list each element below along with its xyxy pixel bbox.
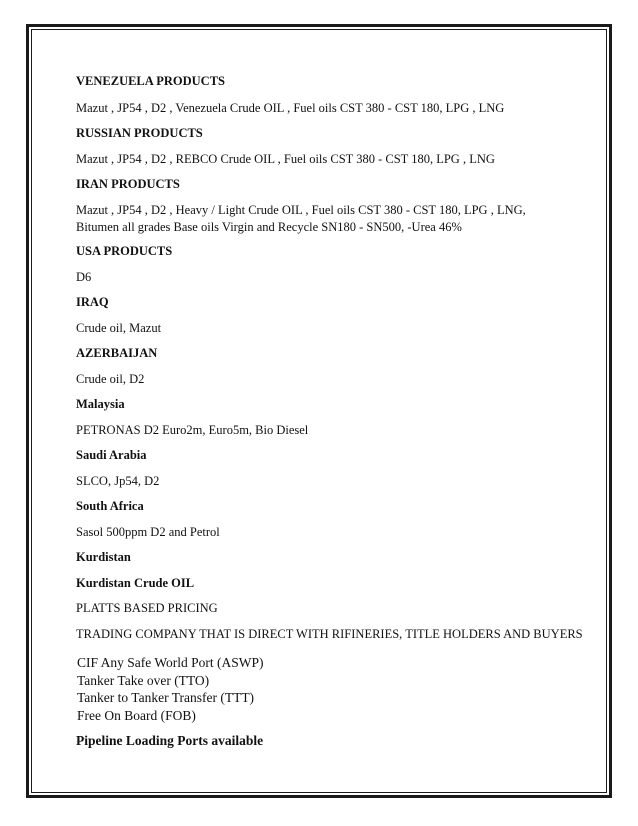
section-text-venezuela: Mazut , JP54 , D2 , Venezuela Crude OIL , Fuel oils CST 380 - CST 180, LPG , LNG bbox=[76, 101, 505, 115]
delivery-term-item: CIF Any Safe World Port (ASWP) bbox=[77, 655, 264, 670]
delivery-term-item: Tanker Take over (TTO) bbox=[77, 672, 210, 688]
section-text-south-africa: Sasol 500ppm D2 and Petrol bbox=[76, 525, 220, 539]
section-text-usa: D6 bbox=[76, 270, 92, 284]
section-text-russian: Mazut , JP54 , D2 , REBCO Crude OIL , Fuel oils CST 380 - CST 180, LPG , LNG bbox=[76, 152, 495, 166]
section-heading-venezuela: VENEZUELA PRODUCTS bbox=[76, 74, 225, 88]
pricing-note: PLATTS BASED PRICING bbox=[76, 601, 218, 615]
section-heading-malaysia: Malaysia bbox=[76, 397, 125, 411]
section-heading-usa: USA PRODUCTS bbox=[76, 244, 173, 258]
section-heading-kurdistan: Kurdistan bbox=[76, 550, 131, 564]
section-heading-iran: IRAN PRODUCTS bbox=[76, 177, 180, 191]
section-heading-russian: RUSSIAN PRODUCTS bbox=[76, 126, 203, 140]
section-text-iraq: Crude oil, Mazut bbox=[76, 321, 162, 335]
delivery-terms-list bbox=[77, 654, 264, 724]
section-text-malaysia: PETRONAS D2 Euro2m, Euro5m, Bio Diesel bbox=[76, 423, 309, 437]
section-heading-south-africa: South Africa bbox=[76, 499, 144, 513]
section-heading-iraq: IRAQ bbox=[76, 295, 109, 309]
section-heading-saudi-arabia: Saudi Arabia bbox=[76, 448, 147, 462]
delivery-term-item: Free On Board (FOB) bbox=[77, 707, 196, 723]
section-text-azerbaijan: Crude oil, D2 bbox=[76, 372, 145, 386]
pipeline-note: Pipeline Loading Ports available bbox=[76, 733, 264, 748]
trading-note: TRADING COMPANY THAT IS DIRECT WITH RIFINERIES, TITLE HOLDERS AND BUYERS bbox=[76, 627, 583, 641]
section-subheading-kurdistan-crude: Kurdistan Crude OIL bbox=[76, 576, 195, 590]
delivery-term-item: Tanker to Tanker Transfer (TTT) bbox=[77, 690, 255, 705]
section-text-saudi-arabia: SLCO, Jp54, D2 bbox=[76, 474, 160, 488]
section-heading-azerbaijan: AZERBAIJAN bbox=[76, 346, 158, 360]
section-text-iran: Mazut , JP54 , D2 , Heavy / Light Crude OIL , Fuel oils CST 380 - CST 180, LPG , LNG, Bitumen all grades Base oils Virgin and Recycle SN180 - SN500, -Urea 46% bbox=[76, 203, 526, 234]
